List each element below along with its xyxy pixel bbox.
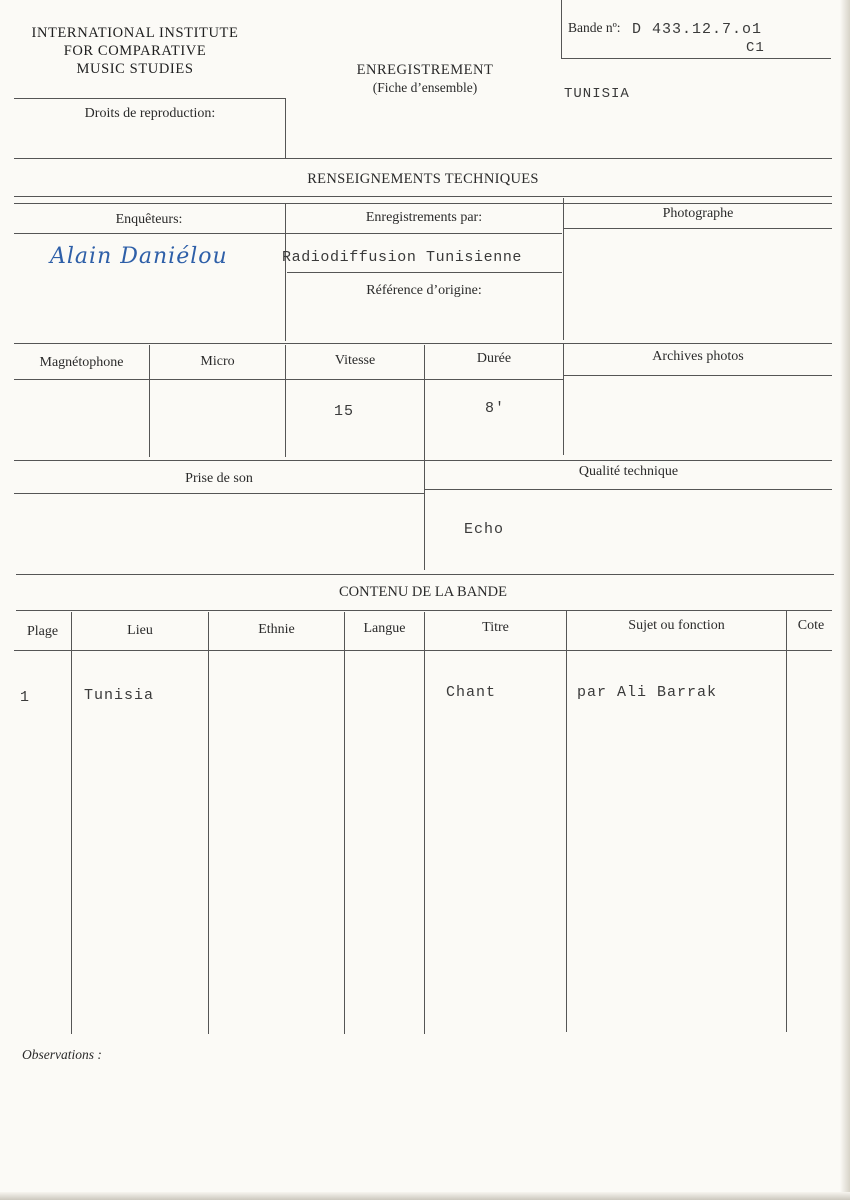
archives-photos-label: Archives photos <box>652 349 744 364</box>
table-row-1-lieu: Tunisia <box>84 687 155 704</box>
country-value: TUNISIA <box>564 86 630 102</box>
content-section-title: CONTENU DE LA BANDE <box>339 584 507 600</box>
institute-name-line-2: FOR COMPARATIVE <box>63 43 207 59</box>
form-title: ENREGISTREMENT <box>356 62 494 78</box>
duree-label: Durée <box>476 351 512 366</box>
bande-label: Bande nº: <box>568 20 621 35</box>
table-row-1-titre: Chant <box>446 684 497 701</box>
prise-de-son-label: Prise de son <box>185 471 253 486</box>
paper-bottom-edge <box>0 1192 850 1200</box>
enqueteur-handwritten: Alain Daniélou <box>50 244 228 269</box>
column-header-sujet: Sujet ou fonction <box>628 618 725 633</box>
vitesse-value: 15 <box>334 403 355 420</box>
form-subtitle: (Fiche d’ensemble) <box>372 80 478 95</box>
qualite-technique-label: Qualité technique <box>578 464 679 479</box>
droits-label: Droits de reproduction: <box>84 106 216 121</box>
magnetophone-label: Magnétophone <box>39 355 124 370</box>
institute-name-line-1: INTERNATIONAL INSTITUTE <box>31 25 239 41</box>
table-row-1-plage: 1 <box>20 689 31 706</box>
paper-edge-shadow <box>840 0 850 1200</box>
enregistrements-value: Radiodiffusion Tunisienne <box>282 249 523 266</box>
bande-sub-number: C1 <box>746 40 765 56</box>
column-header-cote: Cote <box>797 618 825 633</box>
photographe-label: Photographe <box>662 206 734 221</box>
table-row-1-sujet: par Ali Barrak <box>577 684 718 701</box>
column-header-plage: Plage <box>26 624 59 639</box>
enregistrements-label: Enregistrements par: <box>365 210 483 225</box>
vitesse-label: Vitesse <box>334 353 376 368</box>
observations-label: Observations : <box>22 1047 102 1062</box>
column-header-lieu: Lieu <box>127 623 153 638</box>
column-header-titre: Titre <box>482 620 509 635</box>
technical-section-title: RENSEIGNEMENTS TECHNIQUES <box>307 171 539 187</box>
micro-label: Micro <box>200 354 235 369</box>
qualite-technique-value: Echo <box>464 521 505 538</box>
duree-value: 8' <box>485 400 506 417</box>
column-header-langue: Langue <box>363 621 406 636</box>
bande-number: D 433.12.7.o1 <box>632 21 763 38</box>
reference-label: Référence d’origine: <box>366 283 482 298</box>
column-header-ethnie: Ethnie <box>258 622 295 637</box>
enqueteurs-label: Enquêteurs: <box>115 212 183 227</box>
institute-name-line-3: MUSIC STUDIES <box>76 61 194 77</box>
